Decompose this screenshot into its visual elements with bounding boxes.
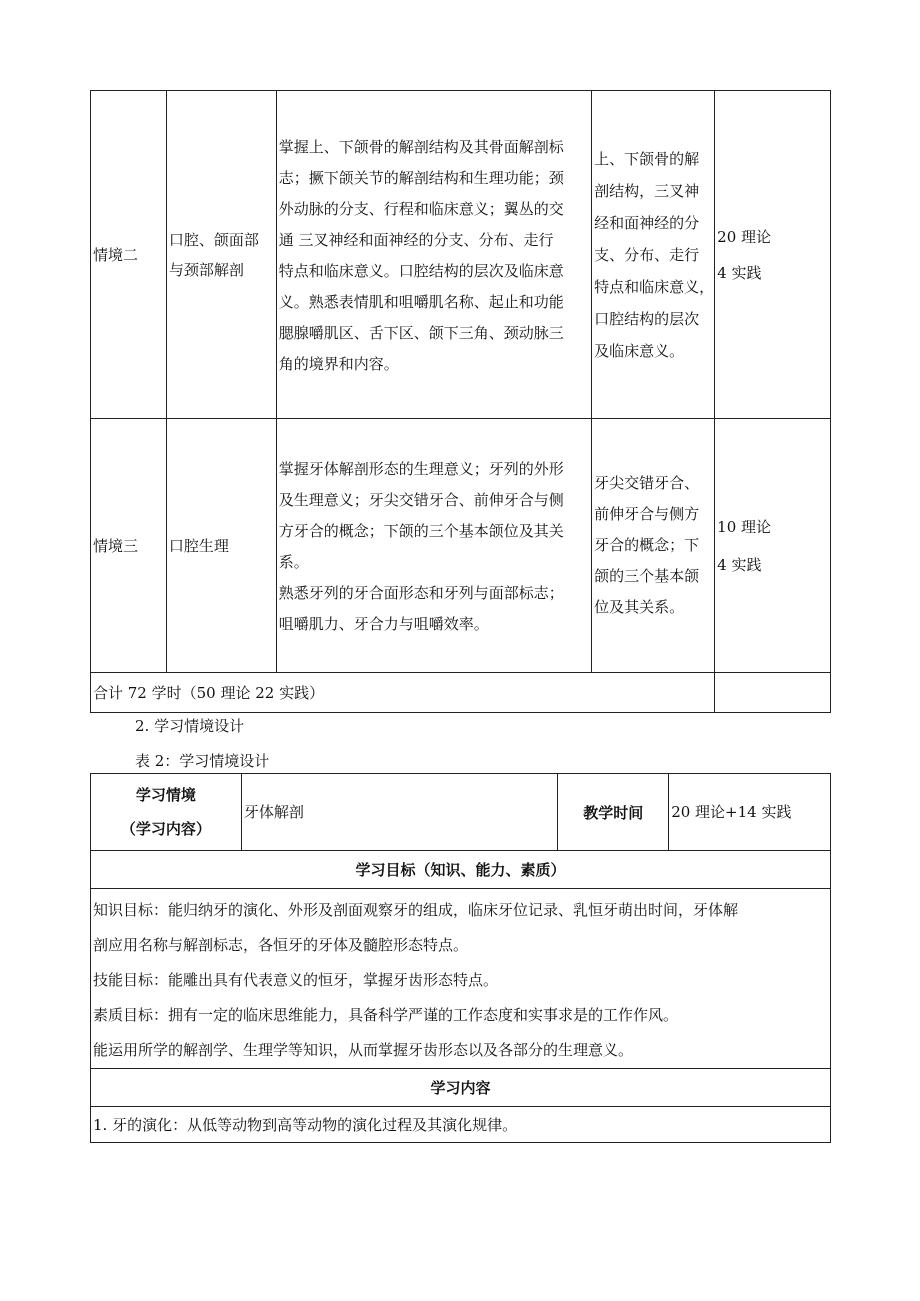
content-line: 方牙合的概念；下颌的三个基本颌位及其关 (278, 521, 564, 540)
key-line: 及临床意义。 (594, 341, 685, 360)
table-caption: 表 2：学习情境设计 (135, 752, 270, 770)
goal-line: 知识目标：能归纳牙的演化、外形及剖面观察牙的组成，临床牙位记录、乳恒牙萌出时间，牙体解 (93, 901, 739, 919)
content-line: 熟悉牙列的牙合面形态和牙列与面部标志； (278, 583, 564, 602)
table-row (91, 419, 831, 673)
content-list-cell (91, 1107, 831, 1143)
topic-line: 口腔、颌面部 (168, 230, 259, 249)
key-line: 经和面神经的分 (594, 213, 700, 232)
situation-label: 情境三 (93, 536, 139, 555)
hours-line: 10 理论 (717, 517, 772, 536)
content-line: 特点和临床意义。口腔结构的层次及临床意 (278, 261, 564, 280)
table-row (91, 673, 831, 713)
content-line: 角的境界和内容。 (278, 354, 399, 373)
situation-name: 牙体解剖 (243, 803, 304, 821)
content-line: 及生理意义；牙尖交错牙合、前伸牙合与侧 (278, 490, 564, 509)
content-line: 掌握牙体解剖形态的生理意义；牙列的外形 (278, 459, 564, 478)
course-hours-table (90, 90, 831, 713)
table-row (91, 1107, 831, 1143)
topic-line: 与颈部解剖 (168, 260, 244, 279)
section-heading: 2. 学习情境设计 (135, 717, 245, 735)
situation-label: 情境二 (93, 245, 139, 264)
time-value: 20 理论+14 实践 (671, 803, 792, 821)
key-line: 牙合的概念；下 (594, 536, 700, 554)
key-points-cell (592, 91, 715, 419)
topic-cell (166, 91, 276, 419)
label-line: 学习情境 (135, 786, 196, 804)
situation-label-cell (91, 774, 242, 851)
content-line: 通 三叉神经和面神经的分支、分布、走行 (278, 230, 554, 249)
table-row (91, 1069, 831, 1107)
table-row (91, 91, 831, 419)
total-label: 合计 72 学时（50 理论 22 实践） (93, 683, 325, 702)
key-line: 牙尖交错牙合、 (594, 474, 700, 492)
content-item: 1. 牙的演化：从低等动物到高等动物的演化过程及其演化规律。 (93, 1115, 518, 1134)
time-value-cell (669, 774, 831, 851)
topic-line: 口腔生理 (168, 536, 229, 555)
key-points-cell (592, 419, 715, 673)
situation-name-cell (241, 774, 558, 851)
content-line: 掌握上、下颌骨的解剖结构及其骨面解剖标 (278, 137, 564, 156)
topic-cell (166, 419, 276, 673)
situation-design-table (90, 773, 831, 1143)
content-cell (276, 419, 591, 673)
situation-cell (91, 419, 167, 673)
hours-line: 4 实践 (717, 555, 762, 574)
key-line: 上、下颌骨的解 (594, 149, 700, 168)
content-line: 腮腺嚼肌区、舌下区、颌下三角、颈动脉三 (278, 323, 564, 342)
time-label-cell (558, 774, 669, 851)
content-line: 外动脉的分支、行程和临床意义；翼丛的交 (278, 199, 564, 218)
label-line: （学习内容） (120, 820, 211, 838)
key-line: 特点和临床意义， (594, 277, 715, 296)
empty-cell (715, 673, 831, 713)
key-line: 前伸牙合与侧方 (594, 505, 700, 523)
goal-line: 能运用所学的解剖学、生理学等知识，从而掌握牙齿形态以及各部分的生理意义。 (93, 1041, 634, 1059)
hours-line: 4 实践 (717, 263, 762, 282)
situation-cell (91, 91, 167, 419)
content-line: 志；撅下颌关节的解剖结构和生理功能；颈 (278, 168, 564, 187)
content-heading: 学习内容 (430, 1079, 491, 1097)
content-heading-cell (91, 1069, 831, 1107)
goals-cell (91, 889, 831, 1069)
key-line: 支、分布、走行 (594, 245, 700, 264)
time-label: 教学时间 (583, 803, 644, 822)
goal-line: 素质目标：拥有一定的临床思维能力，具备科学严谨的工作态度和实事求是的工作作风。 (93, 1006, 679, 1024)
key-line: 口腔结构的层次 (594, 309, 700, 328)
goals-heading-cell (91, 851, 831, 889)
table-row (91, 889, 831, 1069)
total-cell (91, 673, 715, 713)
hours-cell (715, 91, 831, 419)
content-cell (276, 91, 591, 419)
goal-line: 技能目标：能雕出具有代表意义的恒牙，掌握牙齿形态特点。 (93, 971, 499, 989)
table-row (91, 851, 831, 889)
hours-line: 20 理论 (717, 227, 772, 246)
table-row (91, 774, 831, 851)
key-line: 剖结构，三叉神 (594, 181, 700, 200)
content-line: 咀嚼肌力、牙合力与咀嚼效率。 (278, 614, 489, 633)
goals-heading: 学习目标（知识、能力、素质） (355, 861, 566, 879)
key-line: 位及其关系。 (594, 598, 685, 616)
hours-cell (715, 419, 831, 673)
content-line: 系。 (278, 552, 309, 571)
content-line: 义。熟悉表情肌和咀嚼肌名称、起止和功能 (278, 292, 564, 311)
goal-line: 剖应用名称与解剖标志，各恒牙的牙体及髓腔形态特点。 (93, 936, 469, 954)
key-line: 颌的三个基本颌 (594, 567, 700, 585)
